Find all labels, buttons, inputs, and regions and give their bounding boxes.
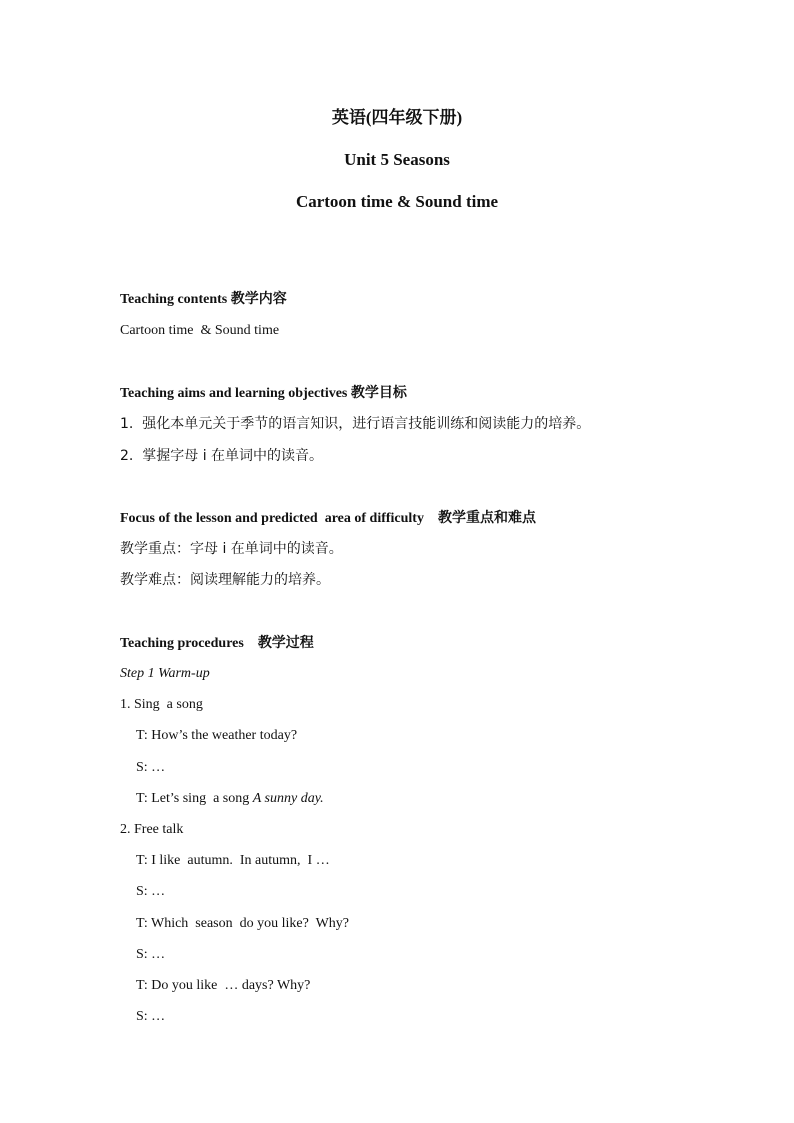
focus-key-point: 教学重点：字母 i 在单词中的读音。 [120,541,343,557]
procedures-heading-cn: 教学过程 [257,635,314,651]
focus-heading-cn: 教学重点和难点 [437,510,536,526]
dialogue-line: S: … [136,1009,166,1024]
focus-heading-en: Focus of the lesson and predicted area of difficulty [120,511,438,526]
dialogue-line: T: Which season do you like? Why? [136,916,350,931]
procedures-heading [120,634,314,653]
dialogue-line: T: How’s the weather today? [136,728,298,743]
procedure-item-2: 2. Free talk [120,822,184,837]
dialogue-line: T: Do you like … days? Why? [136,978,311,993]
aims-heading-en: Teaching aims and learning objectives [120,386,351,401]
dialogue-line: T: I like autumn. In autumn, I … [136,853,330,868]
contents-heading [120,290,287,309]
dialogue-line: S: … [136,760,166,775]
procedures-heading-en: Teaching procedures [120,636,258,651]
aims-item-1: 1. 强化本单元关于季节的语言知识，进行语言技能训练和阅读能力的培养。 [120,416,591,432]
contents-heading-cn: 教学内容 [230,291,287,307]
dialogue-text: T: Let’s sing a song [136,791,253,806]
focus-difficulty: 教学难点：阅读理解能力的培养。 [120,572,330,588]
aims-heading-cn: 教学目标 [350,385,407,401]
dialogue-line: S: … [136,884,166,899]
contents-heading-en: Teaching contents [120,292,231,307]
subject-title: 英语(四年级下册) [331,108,463,127]
contents-text: Cartoon time & Sound time [120,323,280,338]
aims-item-2: 2. 掌握字母 i 在单词中的读音。 [120,448,324,464]
step-1-heading: Step 1 Warm-up [120,666,210,681]
procedure-item-1: 1. Sing a song [120,697,203,712]
unit-title: Unit 5 Seasons [344,150,450,169]
dialogue-line: S: … [136,947,166,962]
lesson-title: Cartoon time & Sound time [295,192,499,211]
focus-heading [120,509,536,528]
aims-heading [120,384,407,403]
dialogue-line-song [136,790,324,808]
song-title: A sunny day. [252,791,324,806]
